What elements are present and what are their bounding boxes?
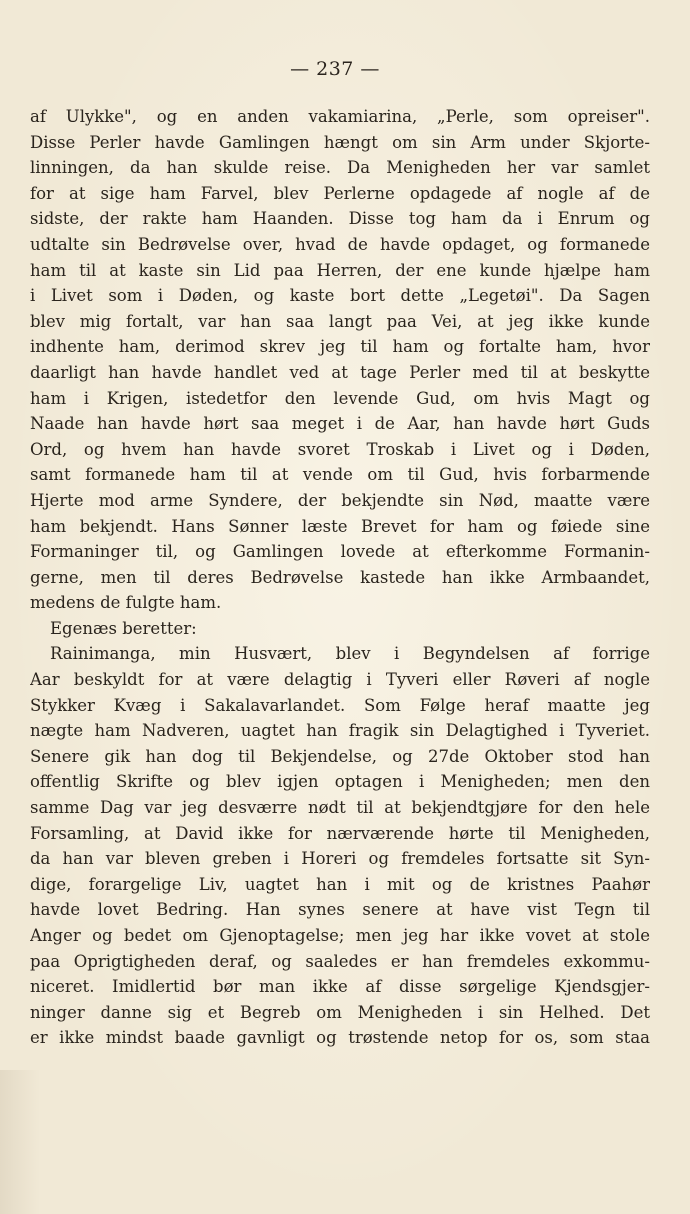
page-number: — 237 — <box>290 58 380 80</box>
text-line: nægte ham Nadveren, uagtet han fragik sin Delagtighed i Tyveriet. <box>30 721 650 741</box>
text-line: udtalte sin Bedrøvelse over, hvad de havde opdaget, og formanede <box>30 234 650 254</box>
text-line: gerne, men til deres Bedrøvelse kastede han ikke Armbaandet, <box>30 567 650 587</box>
text-line: Anger og bedet om Gjenoptagelse; men jeg har ikke vovet at stole <box>30 926 650 945</box>
body-text <box>30 104 650 1051</box>
text-line: Forsamling, at David ikke for nærværende hørte til Menigheden, <box>30 823 650 843</box>
text-line: ninger danne sig et Begreb om Menigheden i sin Helhed. Det <box>30 1002 650 1022</box>
text-line: for at sige ham Farvel, blev Perlerne opdagede af nogle af de <box>30 183 650 203</box>
text-line: ham i Krigen, istedetfor den levende Gud, om hvis Magt og <box>30 388 650 408</box>
text-line: paa Oprigtigheden deraf, og saaledes er han fremdeles exkommu- <box>30 951 650 971</box>
text-line: samme Dag var jeg desværre nødt til at bekjendtgjøre for den hele <box>30 798 650 818</box>
text-line: daarligt han havde handlet ved at tage Perler med til at beskytte <box>30 362 650 382</box>
text-line: Rainimanga, min Husvært, blev i Begyndelsen af forrige <box>50 644 650 664</box>
text-line: Formaninger til, og Gamlingen lovede at efterkomme Formanin- <box>30 542 650 562</box>
text-line: ham til at kaste sin Lid paa Herren, der ene kunde hjælpe ham <box>30 260 650 280</box>
text-line: sidste, der rakte ham Haanden. Disse tog ham da i Enrum og <box>30 209 650 229</box>
text-line: Senere gik han dog til Bekjendelse, og 27de Oktober stod han <box>30 746 650 766</box>
text-line: Egenæs beretter: <box>50 618 197 638</box>
text-line: indhente ham, derimod skrev jeg til ham og fortalte ham, hvor <box>30 337 650 357</box>
text-line: ham bekjendt. Hans Sønner læste Brevet for ham og føiede sine <box>30 516 650 536</box>
text-line: Naade han havde hørt saa meget i de Aar, han havde hørt Guds <box>30 414 650 434</box>
text-line: linningen, da han skulde reise. Da Menigheden her var samlet <box>30 158 650 178</box>
text-line: Ord, og hvem han havde svoret Troskab i Livet og i Døden, <box>30 439 650 459</box>
text-line: havde lovet Bedring. Han synes senere at have vist Tegn til <box>30 900 650 920</box>
text-line: da han var bleven greben i Horeri og fremdeles fortsatte sit Syn- <box>30 849 650 869</box>
text-line: Disse Perler havde Gamlingen hængt om sin Arm under Skjorte- <box>30 132 650 152</box>
text-line: Aar beskyldt for at være delagtig i Tyveri eller Røveri af nogle <box>30 670 650 690</box>
text-line: samt formanede ham til at vende om til Gud, hvis forbarmende <box>30 465 650 485</box>
text-line: Stykker Kvæg i Sakalavarlandet. Som Følge heraf maatte jeg <box>30 695 650 715</box>
text-line: niceret. Imidlertid bør man ikke af disse sørgelige Kjendsgjer- <box>30 977 650 997</box>
page-edge-shadow <box>0 1070 40 1214</box>
text-line: Hjerte mod arme Syndere, der bekjendte sin Nød, maatte være <box>30 490 650 510</box>
text-line: offentlig Skrifte og blev igjen optagen i Menigheden; men den <box>30 772 650 792</box>
text-line: i Livet som i Døden, og kaste bort dette „Legetøi". Da Sagen <box>30 286 650 306</box>
text-line: medens de fulgte ham. <box>30 593 222 613</box>
text-line: af Ulykke", og en anden vakamiarina, „Perle, som opreiser". <box>30 107 650 126</box>
text-line: dige, forargelige Liv, uagtet han i mit og de kristnes Paahør <box>30 874 650 894</box>
text-line: blev mig fortalt, var han saa langt paa Vei, at jeg ikke kunde <box>30 311 650 331</box>
text-line: er ikke mindst baade gavnligt og trøstende netop for os, som staa <box>30 1028 650 1048</box>
